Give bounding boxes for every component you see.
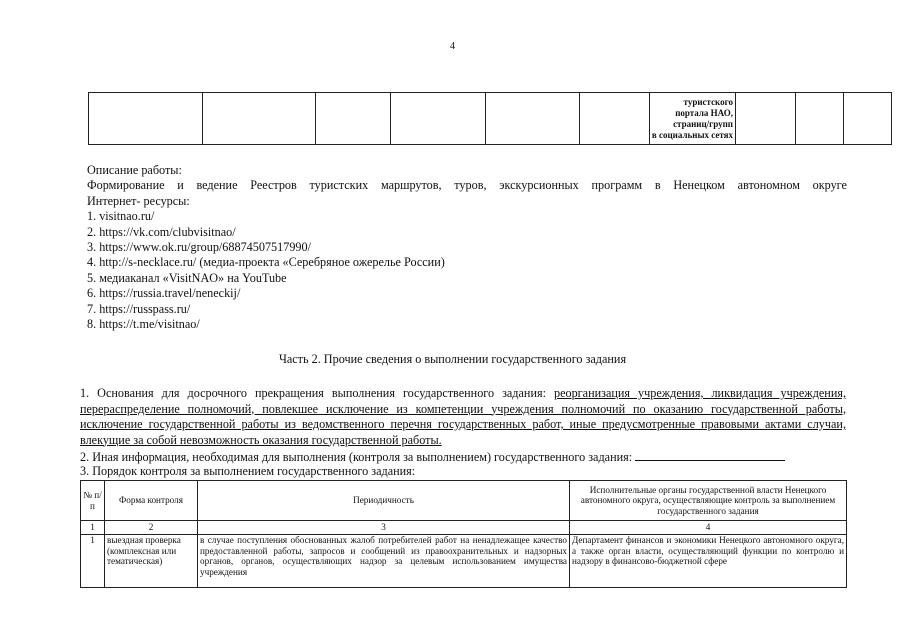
portal-line: портала НАО,: [675, 107, 733, 118]
table-cell: [203, 93, 316, 145]
table-cell: [89, 93, 203, 145]
table-header-row: [81, 481, 847, 521]
resource-item: 8. https://t.me/visitnao/: [87, 317, 200, 332]
row-authority: Департамент финансов и экономики Ненецкого автономного округа, а также орган власти, осуществляющий функции по контролю и надзору в финансово-бюджетной сфере: [570, 535, 847, 588]
description-word: Формирование: [87, 178, 165, 193]
resource-item: 5. медиаканал «VisitNAO» на YouTube: [87, 270, 287, 285]
portal-line: страниц/групп: [673, 118, 733, 129]
resource-item: 2. https://vk.com/clubvisitnao/: [87, 224, 236, 239]
blank-line: [635, 449, 785, 461]
column-number: 3: [198, 521, 570, 535]
table-cell: [796, 93, 844, 145]
termination-basis: [80, 386, 846, 448]
description-word: туров,: [454, 178, 487, 193]
table-cell: [736, 93, 796, 145]
header-form: Форма контроля: [105, 481, 198, 521]
description-word: экскурсионных: [499, 178, 579, 193]
header-num: № п/п: [81, 481, 105, 521]
table-cell: [391, 93, 486, 145]
description-word: и: [177, 178, 184, 193]
resources-label: Интернет- ресурсы:: [87, 193, 190, 208]
table-row: [89, 93, 892, 145]
header-period: Периодичность: [198, 481, 570, 521]
row-period: в случае поступления обоснованных жалоб потребителей работ на ненадлежащее качество предоставленной работы, запросов и сообщений из правоохранительных и надзорных органов, органов, осуществляющих надзор за целевым использованием имущества учреждения: [198, 535, 570, 588]
description-word: Ненецком: [673, 178, 725, 193]
description-word: автономном: [737, 178, 800, 193]
description-word: туристских: [309, 178, 369, 193]
top-table: [88, 92, 892, 145]
work-description: [87, 163, 847, 332]
basis-prefix: 1. Основания для досрочного прекращения выполнения государственного задания:: [80, 386, 546, 400]
part-title: Часть 2. Прочие сведения о выполнении государственного задания: [278, 352, 627, 366]
resource-item: 4. http://s-necklace.ru/ (медиа-проекта «Серебряное ожерелье России): [87, 255, 445, 270]
description-word: маршрутов,: [380, 178, 442, 193]
column-number: 1: [81, 521, 105, 535]
column-numbers-row: [81, 521, 847, 535]
description-word: ведение: [196, 178, 238, 193]
table-cell: [580, 93, 650, 145]
control-title: 3. Порядок контроля за выполнением государственного задания:: [80, 464, 416, 478]
resource-item: 1. visitnao.ru/: [87, 209, 155, 224]
resource-item: 7. https://russpass.ru/: [87, 301, 191, 316]
header-authority: Исполнительные органы государственной власти Ненецкого автономного округа, осуществляющие контроль за выполнением государственного задания: [570, 481, 847, 521]
basis-reasons: реорганизация учреждения, ликвидация учреждения, перераспределение полномочий, повлекшее исключение из компетенции учреждения полномочий по оказанию государственной работы, исключение государственной работы из ведомственного перечня государственных работ, иные предусмотренные правовыми актами случаи, влекущие за собой невозможность оказания государственной работы.: [80, 386, 847, 447]
description-text: [87, 178, 847, 193]
control-table: [80, 480, 847, 588]
row-form: выездная проверка (комплексная или тематическая): [105, 535, 198, 588]
column-number: 4: [570, 521, 847, 535]
description-label: Описание работы:: [87, 163, 182, 177]
table-cell: [486, 93, 580, 145]
resource-item: 3. https://www.ok.ru/group/68874507517990/: [87, 240, 311, 255]
column-number: 2: [105, 521, 198, 535]
table-cell: [316, 93, 391, 145]
page-number: 4: [450, 41, 455, 52]
description-word: Реестров: [250, 178, 297, 193]
portal-line: в социальных сетях: [651, 129, 733, 140]
row-num: 1: [81, 535, 105, 588]
description-word: округе: [812, 178, 847, 193]
table-row: [81, 535, 847, 588]
portal-cell: [650, 93, 736, 145]
description-word: программ: [591, 178, 643, 193]
other-info-text: 2. Иная информация, необходимая для выполнения (контроля за выполнением) государственного задания:: [80, 450, 633, 464]
description-word: в: [654, 178, 661, 193]
resource-item: 6. https://russia.travel/neneckij/: [87, 286, 241, 301]
other-info: [80, 449, 846, 465]
portal-line: туристского: [683, 96, 733, 107]
table-cell: [844, 93, 892, 145]
